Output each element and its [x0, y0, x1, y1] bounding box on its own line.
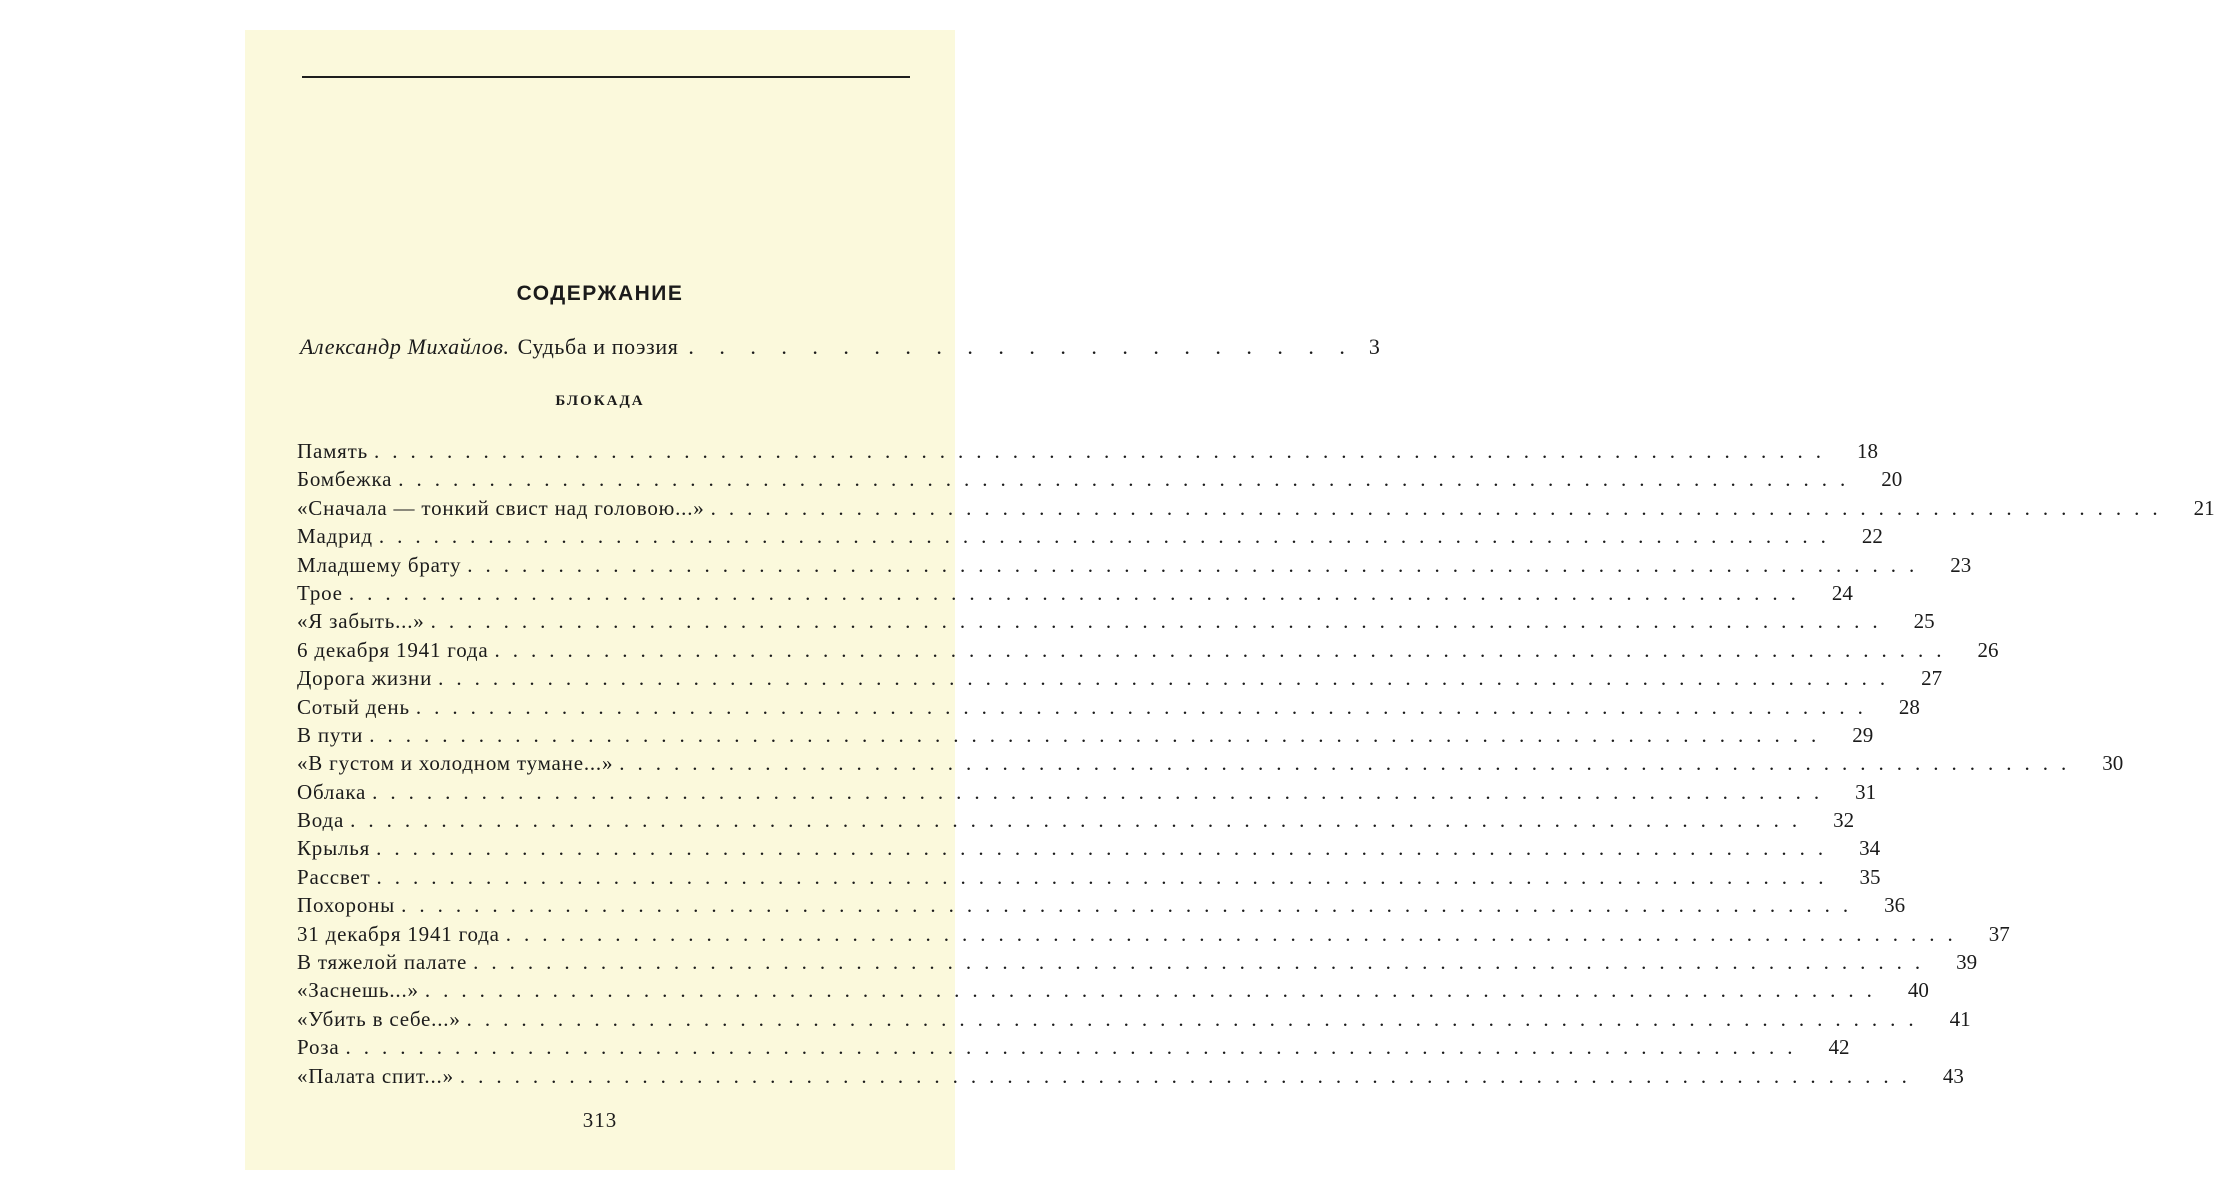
- toc-entry: [297, 522, 1883, 550]
- toc-entry-title: Облака: [297, 779, 367, 804]
- toc-entry-title: «В густом и холодном тумане...»: [297, 751, 614, 776]
- toc-dot-leader: ................................................................................: [467, 552, 1928, 577]
- toc-entry: [297, 1005, 1971, 1033]
- toc-entry: [297, 607, 1935, 635]
- toc-entry-page: 31: [1855, 779, 1877, 804]
- intro-author: Александр Михайлов.: [300, 334, 510, 359]
- toc-entry-title: 6 декабря 1941 года: [297, 637, 489, 662]
- toc-dot-leader: ................................................................................: [369, 722, 1830, 747]
- toc-entry: [297, 976, 1929, 1004]
- toc-dot-leader: ................................................................................: [424, 978, 1885, 1003]
- toc-dot-leader: ................................................................................: [398, 467, 1859, 492]
- toc-entry: [297, 494, 2215, 522]
- toc-dot-leader: ................................................................................: [378, 524, 1839, 549]
- toc-entry-title: Вода: [297, 808, 345, 833]
- toc-dot-leader: ................................................................................: [415, 694, 1876, 719]
- toc-dot-leader: ................................................................................: [466, 1006, 1927, 1031]
- toc-entry-page: 24: [1831, 580, 1853, 605]
- toc-entry-title: Роза: [297, 1035, 340, 1060]
- toc-entry: [297, 778, 1877, 806]
- toc-entry-page: 28: [1898, 694, 1920, 719]
- toc-entry-list: [297, 437, 2215, 1090]
- toc-entry-title: Бомбежка: [297, 467, 393, 492]
- toc-entry-page: 40: [1907, 978, 1929, 1003]
- toc-entry-title: «Заснешь...»: [297, 978, 419, 1003]
- toc-entry-page: 29: [1852, 722, 1874, 747]
- toc-entry-page: 23: [1950, 552, 1972, 577]
- toc-entry-page: 22: [1861, 524, 1883, 549]
- toc-entry-page: 41: [1949, 1006, 1971, 1031]
- toc-entry: [297, 1062, 1964, 1090]
- toc-entry: [297, 579, 1853, 607]
- toc-entry-page: 30: [2102, 751, 2124, 776]
- toc-entry-page: 21: [2193, 495, 2215, 520]
- toc-dot-leader: ................................................................................: [376, 836, 1837, 861]
- toc-entry-page: 20: [1881, 467, 1903, 492]
- toc-entry-page: 18: [1857, 439, 1878, 463]
- toc-title: СОДЕРЖАНИЕ: [516, 282, 684, 305]
- toc-entry-page: 36: [1884, 893, 1906, 918]
- toc-entry-title: В тяжелой палате: [297, 950, 468, 975]
- toc-entry-title: «Сначала — тонкий свист над головою...»: [297, 495, 705, 520]
- toc-entry: [297, 1033, 1850, 1061]
- toc-dot-leader: ................................................................................: [505, 921, 1966, 946]
- toc-dot-leader: ................................................................................: [348, 580, 1809, 605]
- toc-entry-page: 26: [1977, 637, 1999, 662]
- intro-entry: [300, 333, 1380, 361]
- intro-title: Судьба и поэзия: [517, 334, 679, 359]
- toc-dot-leader: ................................................................................: [345, 1035, 1806, 1060]
- toc-entry-title: Крылья: [297, 836, 371, 861]
- toc-entry-title: Дорога жизни: [297, 666, 433, 691]
- toc-entry-page: 32: [1833, 808, 1855, 833]
- toc-entry-title: Трое: [297, 580, 343, 605]
- toc-entry-page: 27: [1921, 666, 1943, 691]
- top-rule: [302, 76, 910, 78]
- toc-entry: [297, 948, 1978, 976]
- toc-entry: [297, 863, 1881, 891]
- toc-entry: [297, 834, 1881, 862]
- toc-entry-page: 25: [1913, 609, 1935, 634]
- toc-entry-title: Сотый день: [297, 694, 410, 719]
- toc-entry: [297, 721, 1874, 749]
- toc-entry-title: «Убить в себе...»: [297, 1006, 461, 1031]
- toc-entry-title: «Я забыть...»: [297, 609, 425, 634]
- toc-entry: [297, 749, 2124, 777]
- toc-dot-leader: ................................................................................: [619, 751, 2080, 776]
- toc-entry: [297, 551, 1972, 579]
- toc-entry: [297, 806, 1855, 834]
- toc-dot-leader: ................................................................................: [494, 637, 1955, 662]
- toc-dot-leader: ................................................................................: [459, 1063, 1920, 1088]
- toc-entry-page: 35: [1859, 864, 1881, 889]
- toc-entry: [297, 664, 1943, 692]
- toc-entry-page: 42: [1828, 1035, 1850, 1060]
- toc-entry: [297, 891, 1906, 919]
- toc-entry: [297, 465, 1903, 493]
- toc-dot-leader: ................................................................................: [710, 495, 2171, 520]
- toc-dot-leader: ................................................................................: [401, 893, 1862, 918]
- book-page: [245, 30, 2215, 1170]
- toc-entry-title: Младшему брату: [297, 552, 462, 577]
- toc-entry-title: 31 декабря 1941 года: [297, 921, 500, 946]
- toc-dot-leader: ................................................................................: [473, 950, 1934, 975]
- toc-dot-leader: ................................................................................: [430, 609, 1891, 634]
- toc-entry: [297, 920, 2010, 948]
- toc-entry-page: 39: [1956, 950, 1978, 975]
- toc-entry: [297, 636, 1999, 664]
- toc-dot-leader: ................................................................................: [376, 864, 1837, 889]
- page-number-footer: 313: [582, 1108, 618, 1132]
- toc-entry: [297, 437, 1878, 465]
- toc-dot-leader: ................................................................................: [350, 808, 1811, 833]
- intro-page-number: 3: [1368, 334, 1380, 359]
- section-heading: БЛОКАДА: [555, 393, 645, 409]
- toc-entry-title: Память: [297, 439, 368, 463]
- toc-entry-title: Похороны: [297, 893, 396, 918]
- toc-entry-title: Рассвет: [297, 864, 371, 889]
- intro-dot-leader: . . . . . . . . . . . . . . . . . . . . . .: [688, 334, 1355, 359]
- toc-entry-title: «Палата спит...»: [297, 1063, 454, 1088]
- toc-entry-title: Мадрид: [297, 524, 373, 549]
- toc-entry-page: 34: [1859, 836, 1881, 861]
- toc-entry-page: 37: [1988, 921, 2010, 946]
- toc-entry-title: В пути: [297, 722, 364, 747]
- toc-entry-page: 43: [1942, 1063, 1964, 1088]
- toc-dot-leader: ................................................................................: [374, 439, 1834, 463]
- toc-dot-leader: ................................................................................: [372, 779, 1833, 804]
- toc-entry: [297, 693, 1920, 721]
- toc-dot-leader: ................................................................................: [438, 666, 1899, 691]
